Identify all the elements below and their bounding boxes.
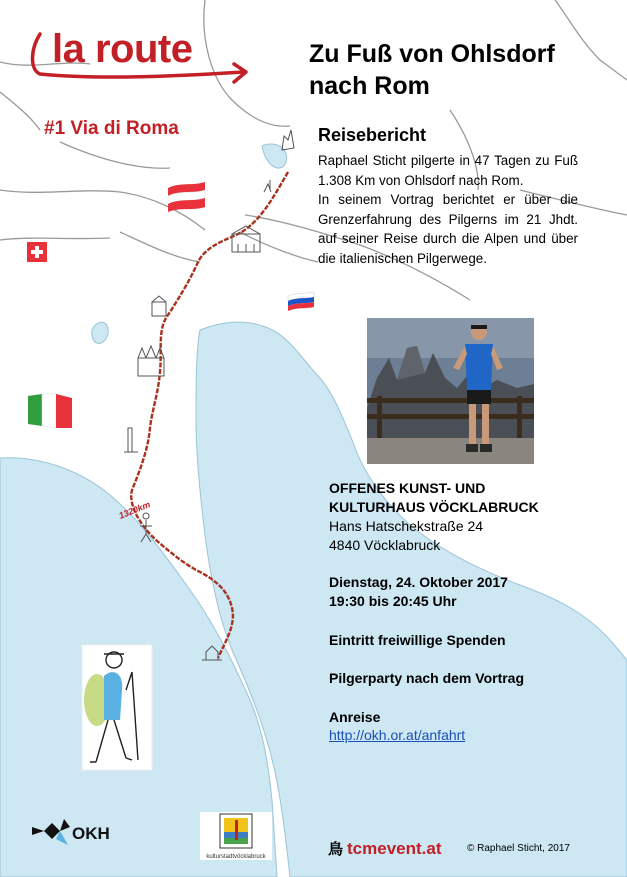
sponsor-text: tcmevent.at <box>347 839 442 858</box>
kulturstadt-label: kulturstadtvöcklabruck <box>206 854 266 860</box>
report-heading: Reisebericht <box>318 125 427 145</box>
la-route-logo: la route <box>52 27 193 71</box>
series-subtitle: #1 Via di Roma <box>44 118 179 139</box>
travel-link[interactable]: http://okh.or.at/anfahrt <box>329 727 466 743</box>
page-title <box>309 38 609 102</box>
hiker-illustration <box>82 645 152 770</box>
austria-flag <box>168 182 205 212</box>
slovenia-flag <box>288 292 314 311</box>
switzerland-flag <box>27 242 47 262</box>
travel-heading: Anreise <box>329 709 381 725</box>
copyright: © Raphael Sticht, 2017 <box>467 843 570 854</box>
okh-logo-text: OKH <box>72 824 110 843</box>
italy-flag <box>28 394 72 428</box>
venue-name-line-1: OFFENES KUNST- UND <box>329 480 486 496</box>
report-body <box>318 151 578 268</box>
event-time: 19:30 bis 20:45 Uhr <box>329 593 457 609</box>
title-line-2: nach Rom <box>309 72 430 100</box>
venue-block <box>329 479 609 555</box>
venue-city: 4840 Vöcklabruck <box>329 537 441 553</box>
entry-note: Eintritt freiwillige Spenden <box>329 632 506 648</box>
sponsor-logo <box>328 838 442 859</box>
okh-logo <box>28 815 114 855</box>
report-paragraph-2: In seinem Vortrag berichtet er über die Grenzerfahrung des Pilgerns im 21 Jhdt. auf seiner Reise durch die Alpen und über die italienischen Pilgerwege. <box>318 192 578 266</box>
report-paragraph-1: Raphael Sticht pilgerte in 47 Tagen zu Fuß 1.308 Km von Ohlsdorf nach Rom. <box>318 153 578 188</box>
event-date: Dienstag, 24. Oktober 2017 <box>329 574 508 590</box>
pilgrim-photo <box>367 318 534 464</box>
event-datetime <box>329 573 508 611</box>
distance-label: 1320km <box>117 499 152 521</box>
venue-street: Hans Hatschekstraße 24 <box>329 518 484 534</box>
venue-name-line-2: KULTURHAUS VÖCKLABRUCK <box>329 499 539 515</box>
title-line-1: Zu Fuß von Ohlsdorf <box>309 40 555 68</box>
party-note: Pilgerparty nach dem Vortrag <box>329 670 525 686</box>
kulturstadt-logo <box>200 812 272 860</box>
sponsor-glyph-icon: 鳥 <box>328 841 344 858</box>
